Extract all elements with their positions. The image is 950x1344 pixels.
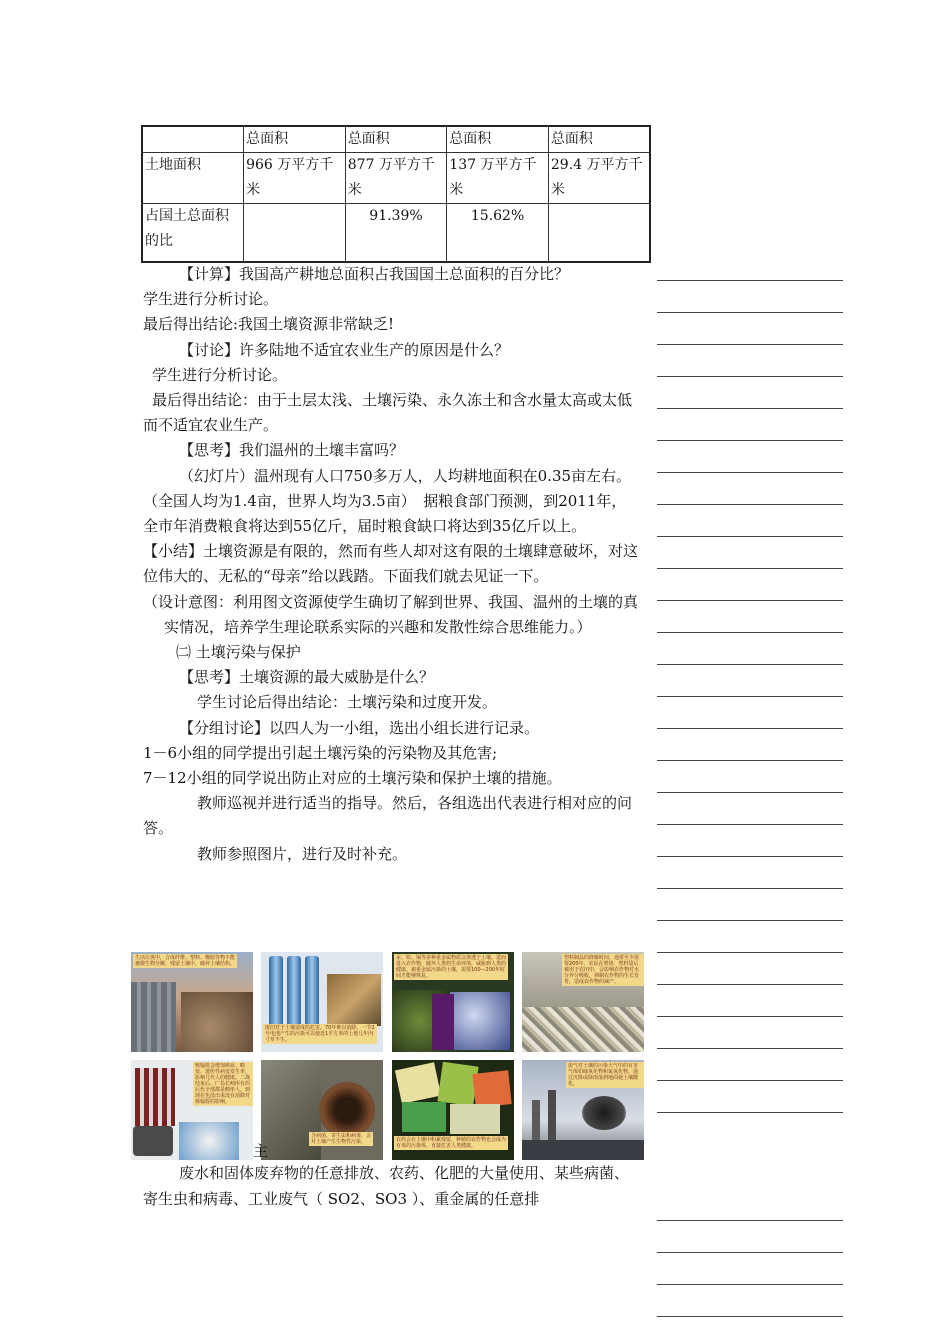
note-line (657, 824, 843, 825)
note-line (657, 1048, 843, 1049)
paragraph: 【小结】土壤资源是有限的，然而有些人却对这有限的土壤肆意破坏，对这位伟大的、无私的“母亲”给以践踏。下面我们就去见证一下。 (143, 542, 639, 586)
table-cell (142, 126, 244, 153)
image-caption: 塑料制品的降解时间，通常至少需要200年。农民在焚烧、塑料袋后被用于农田中，会影响农作物对水分养分吸收，抑制农作物的生长发育，造成农作物的减产。 (562, 954, 644, 986)
table-cell: 15.62% (447, 204, 549, 262)
image-sewage (261, 1060, 383, 1160)
pollution-image-grid (131, 952, 651, 1162)
paragraph: 学生进行分析讨论。 (143, 290, 279, 309)
table-cell: 总面积 (548, 126, 650, 153)
note-line (657, 664, 843, 665)
paragraph: 【思考】我们温州的土壤丰富吗？ (179, 441, 405, 460)
paragraph: 【思考】土壤资源的最大威胁是什么？ (179, 668, 435, 687)
table-cell: 土地面积 (142, 153, 244, 204)
paragraph: 学生讨论后得出结论：土壤污染和过度开发。 (197, 693, 498, 712)
table-header-row (142, 126, 650, 153)
note-line (657, 984, 843, 985)
paragraph: 【讨论】许多陆地不适宜农业生产的原因是什么？ (179, 340, 510, 359)
image-sign (432, 994, 454, 1050)
table-cell: 877 万平方千米 (345, 153, 447, 204)
image-radiation (131, 1060, 253, 1160)
image-plastic (522, 952, 644, 1052)
note-line (657, 536, 843, 537)
partial-heading-char: 主 (253, 1142, 269, 1160)
table-row (142, 153, 650, 204)
table-cell: 91.39% (345, 204, 447, 262)
note-line (657, 888, 843, 889)
paragraph: 教师参照图片，进行及时补充。 (197, 844, 408, 863)
tail-text (143, 1160, 638, 1212)
paragraph: 7－12小组的同学说出防止对应的土壤污染和保护土壤的措施。 (143, 769, 562, 788)
image-batteries (261, 952, 383, 1052)
note-line (657, 728, 843, 729)
note-line (657, 856, 843, 857)
paragraph: 最后得出结论：由于土层太浅、土壤污染、永久冻土和含水量太高或太低而不适宜农业生产。 (143, 391, 633, 435)
paragraph: 【分组讨论】以四人为一小组，选出小组长进行记录。 (179, 718, 540, 737)
note-line (657, 472, 843, 473)
note-line (657, 1252, 843, 1253)
note-line (657, 920, 843, 921)
note-line (657, 504, 843, 505)
table-cell: 137 万平方千米 (447, 153, 549, 204)
note-line (657, 408, 843, 409)
note-line (657, 1220, 843, 1221)
paragraph: 1－6小组的同学提出引起土壤污染的污染物及其危害; (143, 743, 498, 762)
image-heavy-metal (392, 952, 514, 1052)
note-line (657, 952, 843, 953)
note-line (657, 1016, 843, 1017)
paragraph: （设计意图：利用图文资源使学生确切了解到世界、我国、温州的土壤的真实情况，培养学生理论联系实际的兴趣和发散性综合思维能力。） (143, 592, 639, 636)
note-line (657, 568, 843, 569)
note-line (657, 1112, 843, 1113)
table-cell: 总面积 (244, 126, 346, 153)
land-area-table (141, 125, 651, 263)
paragraph: 教师巡视并进行适当的指导。然后，各组选出代表进行相对应的问答。 (143, 794, 633, 838)
notes-column (657, 0, 843, 1344)
image-garbage (131, 952, 253, 1052)
table-cell (548, 204, 650, 262)
note-line (657, 600, 843, 601)
paragraph: 最后得出结论:我国土壤资源非常缺乏! (143, 315, 395, 334)
paragraph: 【计算】我国高产耕地总面积占我国国土总面积的百分比？ (179, 265, 570, 283)
note-line (657, 376, 843, 377)
paragraph: ㈡ 土壤污染与保护 (176, 643, 301, 662)
body-text (143, 262, 638, 867)
note-line (657, 760, 843, 761)
table-cell: 966 万平方千米 (244, 153, 346, 204)
note-line (657, 632, 843, 633)
table-cell: 总面积 (447, 126, 549, 153)
table-row (142, 204, 650, 262)
table-cell (244, 204, 346, 262)
table-cell: 29.4 万平方千米 (548, 153, 650, 204)
image-exhaust (522, 1060, 644, 1160)
table-cell: 总面积 (345, 126, 447, 153)
note-line (657, 1316, 843, 1317)
image-caption: 核辐射会增加癌症、畸变、遗传性病变发生率，影响几代人的健康。二战结束后，广岛长崎所有的后代全部都是畸形人，到现在也没出来没有消除对核辐射的影响。 (193, 1062, 253, 1106)
table-cell: 占国土总面积的比 (142, 204, 244, 262)
image-caption: 废气对土壤的污染大气中的有害气体如硫氧化物和氮氧化物，通过沉降或降雨落到地面使土壤酸化。 (566, 1062, 644, 1088)
image-caption: 汞、铅、镉等多种重金属物质会渗透于土壤，进而进入农作物，破坏人类的生命环境，威胁到人类的健康。被重金属污染的土壤，需要100—200年时间才能够恢复。 (396, 955, 507, 979)
paragraph: （幻灯片）温州现有人口750多万人，人均耕地面积在0.35亩左右。（全国人均为1.4亩，世界人均为3.5亩） 据粮食部门预测，到2011年，全市年消费粮食将达到55亿斤，届时粮食缺口将达到35亿斤以上。 (143, 466, 632, 536)
note-line (657, 1284, 843, 1285)
paragraph: 废水和固体废弃物的任意排放、农药、化肥的大量使用、某些病菌、寄生虫和病毒、工业废气（ SO2、SO3 ）、重金属的任意排 (143, 1164, 630, 1208)
image-pesticide (392, 1060, 514, 1160)
image-caption: 生活垃圾中，合成纤维、塑料、橡胶等物不能被微生物分解，残留土壤中，破坏土壤结构。 (135, 955, 236, 967)
note-line (657, 312, 843, 313)
note-line (657, 1080, 843, 1081)
image-caption: 废旧对于土壤造成的危害。70年难以消除。一节2号电池产生的污染可以使近1平方米的土地几年内寸草不生。 (263, 1024, 377, 1044)
note-line (657, 696, 843, 697)
note-line (657, 792, 843, 793)
note-line (657, 280, 843, 281)
note-line (657, 344, 843, 345)
image-caption: 含病菌、寄生虫和病毒，会对土壤产生生物性污染。 (311, 1133, 372, 1145)
image-caption: 农药会在土壤中积累残留，种植的农作物也会成为有毒的污染体，直接危害人类健康。 (396, 1137, 507, 1149)
note-line (657, 440, 843, 441)
paragraph: 学生进行分析讨论。 (152, 365, 288, 384)
